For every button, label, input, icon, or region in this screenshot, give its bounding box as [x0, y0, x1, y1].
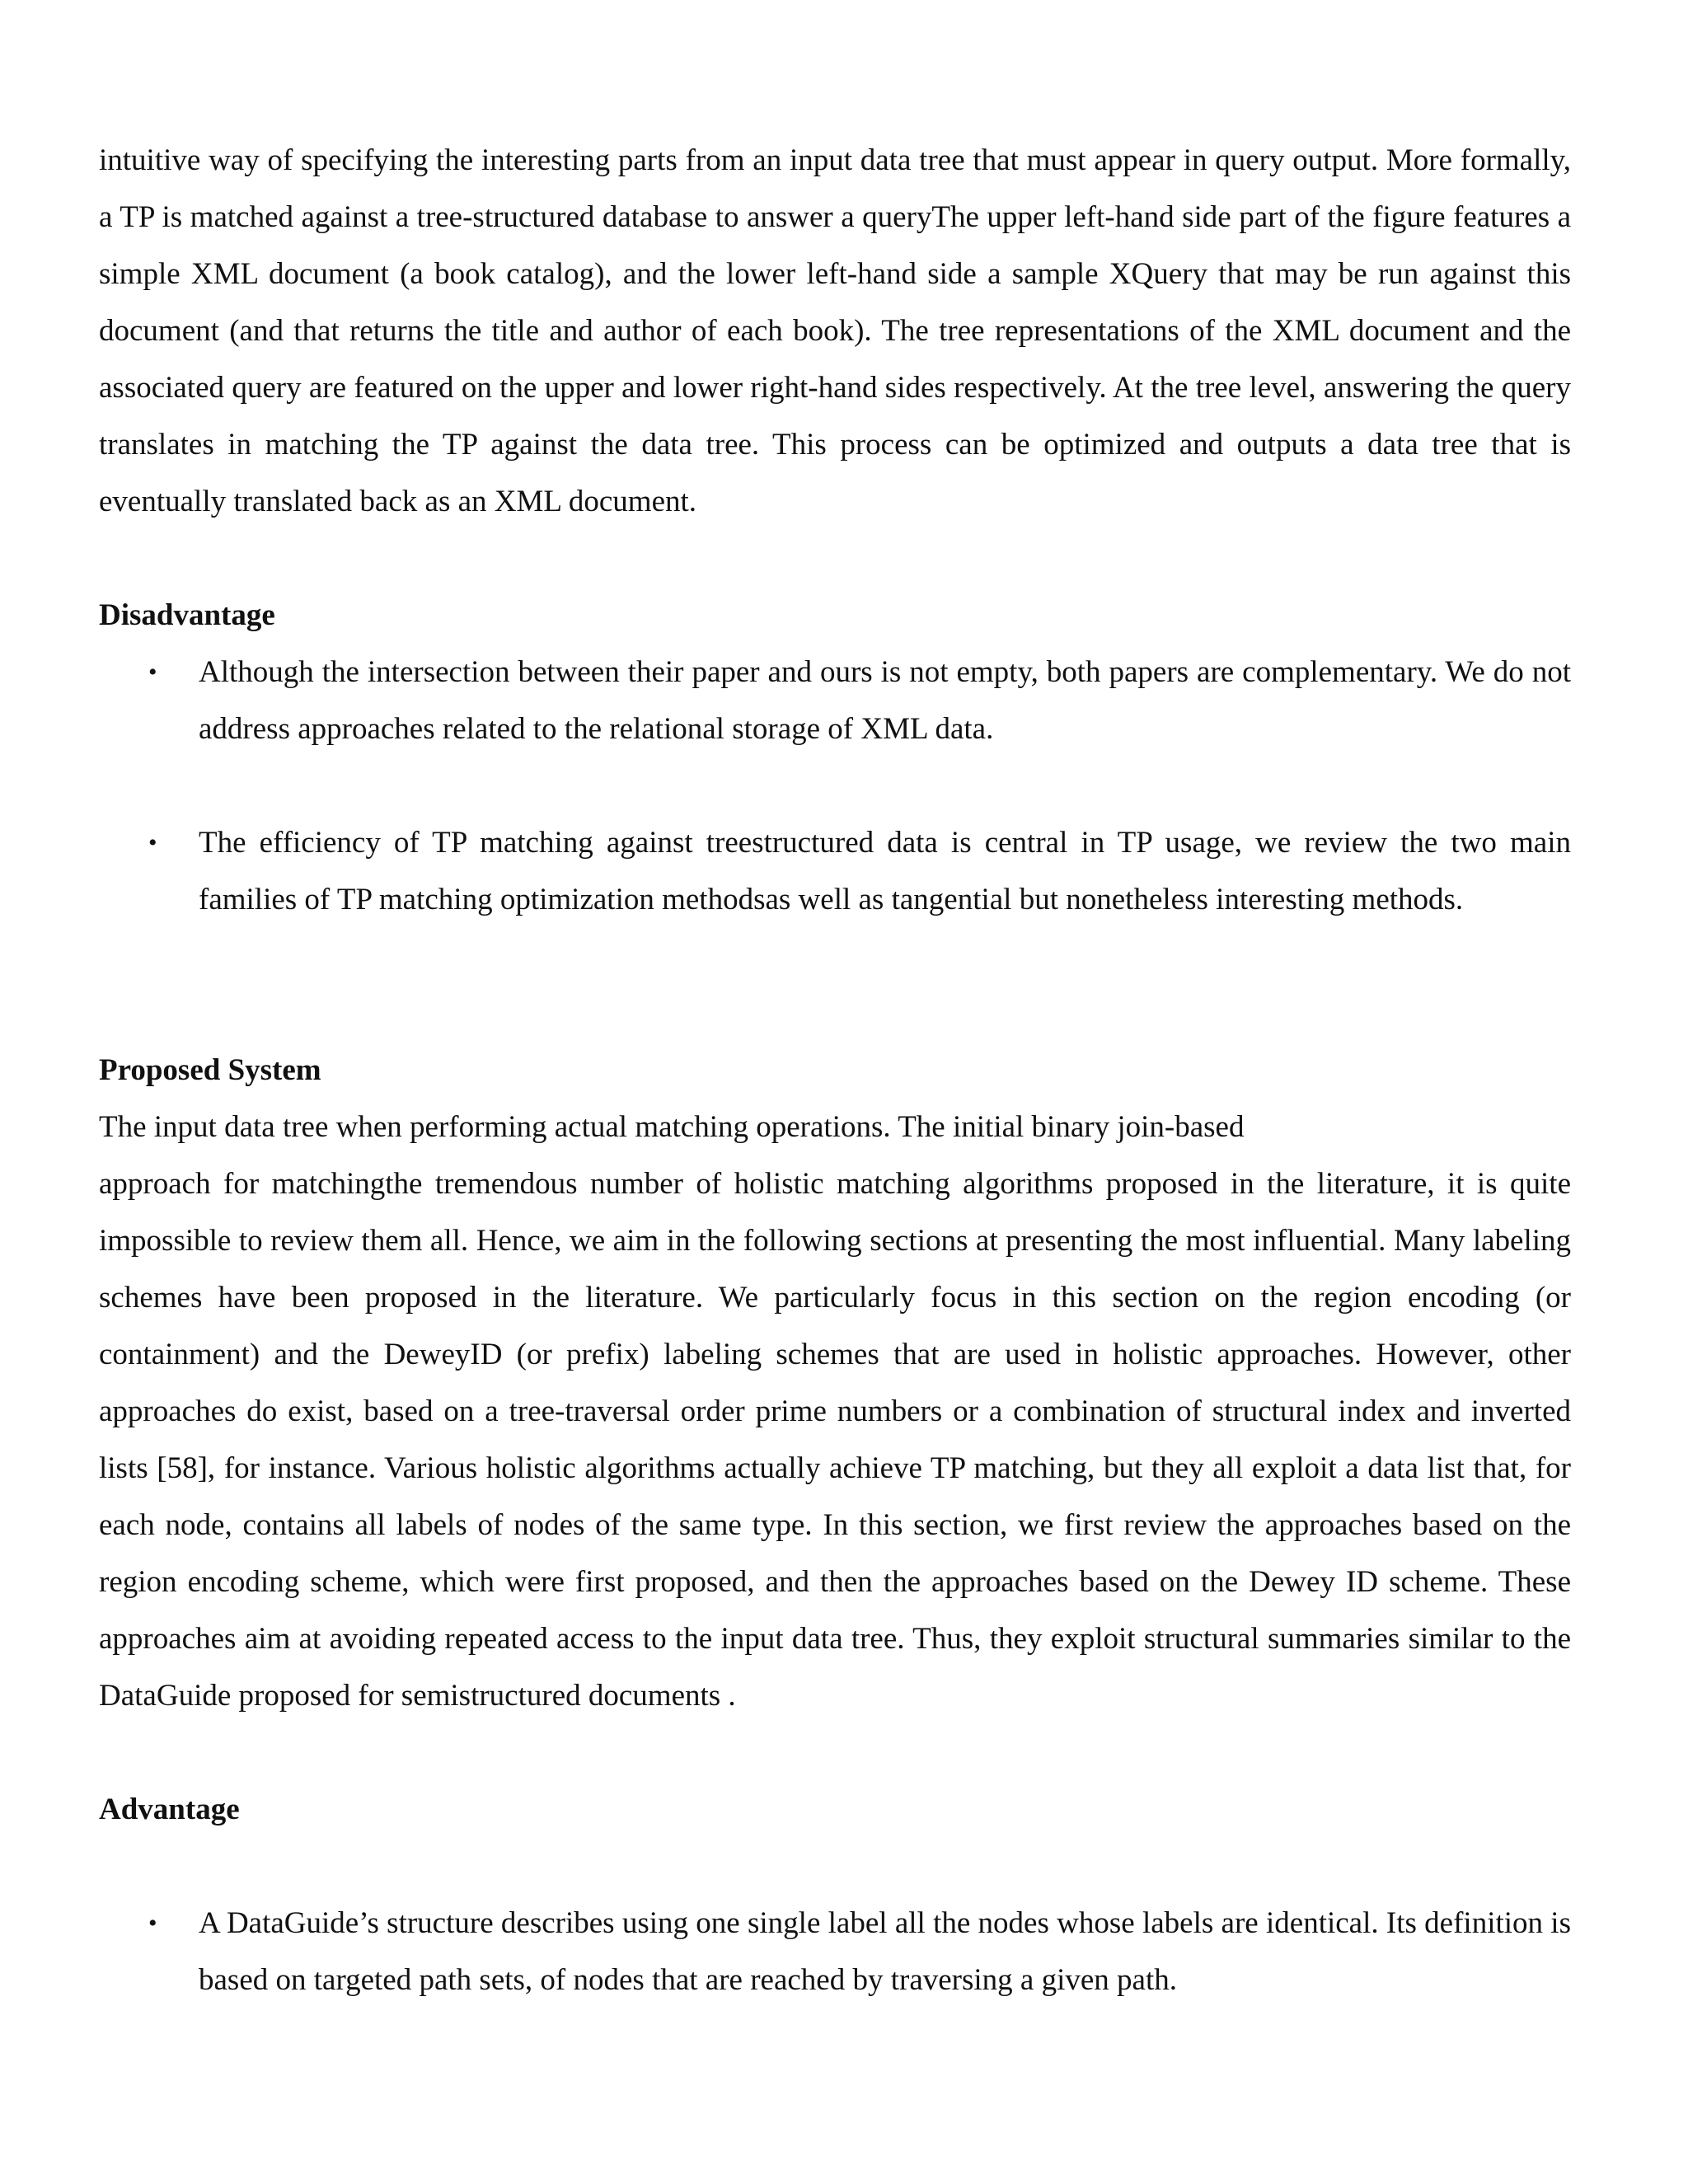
spacer [99, 530, 1571, 587]
proposed-system-first-line: The input data tree when performing actual matching operations. The initial binary join-based [99, 1110, 1245, 1144]
list-item [99, 644, 1571, 757]
list-spacer [99, 757, 1571, 814]
list-item-text: Although the intersection between their paper and ours is not empty, both papers are complementary. We do not address approaches related to the relational storage of XML data. [199, 655, 1571, 746]
advantage-heading: Advantage [99, 1793, 240, 1826]
list-item [99, 1895, 1571, 2008]
document-page [99, 132, 1571, 2008]
disadvantage-list [99, 644, 1571, 928]
bullet-icon: • [148, 1910, 157, 1937]
spacer [99, 928, 1571, 1042]
spacer [99, 1724, 1571, 1781]
bullet-icon: • [148, 658, 157, 686]
list-item-text: A DataGuide’s structure describes using one single label all the nodes whose labels are identical. Its definition is based on targeted path sets, of nodes that are reached by traversing a given path. [199, 1906, 1571, 1997]
proposed-system-heading: Proposed System [99, 1053, 321, 1087]
spacer [99, 1838, 1571, 1895]
disadvantage-heading: Disadvantage [99, 598, 275, 632]
intro-paragraph: intuitive way of specifying the interesting parts from an input data tree that must appear in query output. More formally, a TP is matched against a tree-structured database to answer a queryThe upper left-hand side part of the figure features a simple XML document (a book catalog), and the lower left-hand side a sample XQuery that may be run against this document (and that returns the title and author of each book). The tree representations of the XML document and the associated query are featured on the upper and lower right-hand sides respectively. At the tree level, answering the query translates in matching the TP against the data tree. This process can be optimized and outputs a data tree that is eventually translated back as an XML document. [99, 143, 1571, 518]
advantage-list [99, 1895, 1571, 2008]
bullet-icon: • [148, 829, 157, 856]
list-item [99, 814, 1571, 928]
list-item-text: The efficiency of TP matching against treestructured data is central in TP usage, we review the two main families of TP matching optimization methodsas well as tangential but nonetheless interesting methods. [199, 826, 1571, 916]
proposed-system-body: approach for matchingthe tremendous number of holistic matching algorithms proposed in the literature, it is quite impossible to review them all. Hence, we aim in the following sections at presenting the most influential. Many labeling schemes have been proposed in the literature. We particularly focus in this section on the region encoding (or containment) and the DeweyID (or prefix) labeling schemes that are used in holistic approaches. However, other approaches do exist, based on a tree-traversal order prime numbers or a combination of structural index and inverted lists [58], for instance. Various holistic algorithms actually achieve TP matching, but they all exploit a data list that, for each node, contains all labels of nodes of the same type. In this section, we first review the approaches based on the region encoding scheme, which were first proposed, and then the approaches based on the Dewey ID scheme. These approaches aim at avoiding repeated access to the input data tree. Thus, they exploit structural summaries similar to the DataGuide proposed for semistructured documents . [99, 1167, 1571, 1713]
